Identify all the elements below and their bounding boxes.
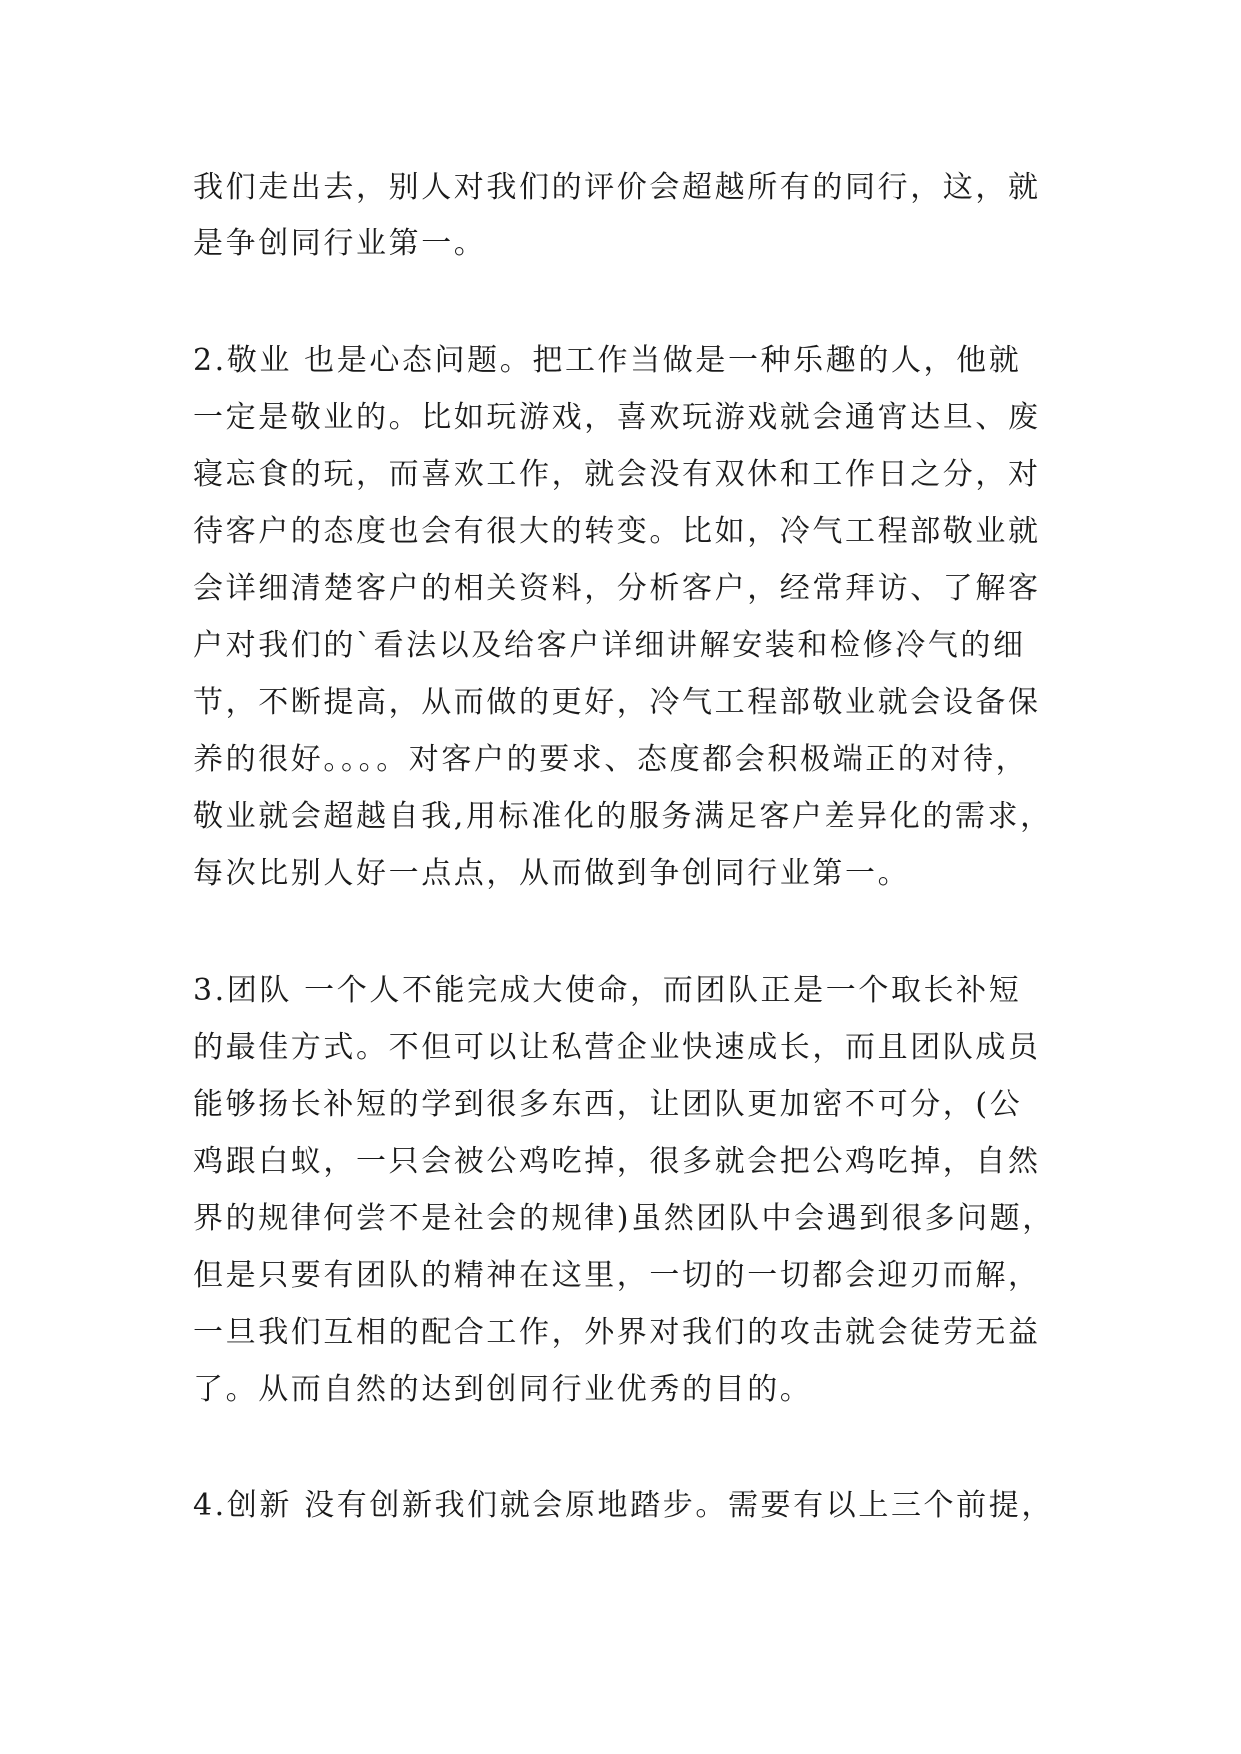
text-line: 会详细清楚客户的相关资料，分析客户，经常拜访、了解客 [193,571,1041,606]
text-line: 能够扬长补短的学到很多东西，让团队更加密不可分，(公 [193,1087,1023,1122]
text-line: 2.敬业 也是心态问题。把工作当做是一种乐趣的人，他就 [193,343,1022,378]
text-line: 寝忘食的玩，而喜欢工作，就会没有双休和工作日之分，对 [193,457,1041,492]
text-line: 养的很好。。。。对客户的要求、态度都会积极端正的对待， [193,742,1029,777]
text-line: 一旦我们互相的配合工作，外界对我们的攻击就会徒劳无益 [193,1315,1041,1350]
text-line: 待客户的态度也会有很大的转变。比如，冷气工程部敬业就 [193,514,1041,549]
text-line: 是争创同行业第一。 [193,226,487,261]
text-line: 鸡跟白蚁，一只会被公鸡吃掉，很多就会把公鸡吃掉，自然 [193,1144,1041,1179]
text-line: 但是只要有团队的精神在这里，一切的一切都会迎刃而解， [193,1258,1041,1293]
text-line: 敬业就会超越自我,用标准化的服务满足客户差异化的需求， [193,799,1053,834]
text-line: 节，不断提高，从而做的更好，冷气工程部敬业就会设备保 [193,685,1041,720]
text-line: 的最佳方式。不但可以让私营企业快速成长，而且团队成员 [193,1030,1041,1065]
text-line: 3.团队 一个人不能完成大使命，而团队正是一个取长补短 [193,973,1022,1008]
text-line: 每次比别人好一点点，从而做到争创同行业第一。 [193,856,911,891]
text-line: 户对我们的`看法以及给客户详细讲解安装和检修冷气的细 [193,628,1026,663]
text-line: 我们走出去，别人对我们的评价会超越所有的同行，这，就 [193,170,1041,205]
text-line: 4.创新 没有创新我们就会原地踏步。需要有以上三个前提， [193,1488,1054,1523]
text-line: 了。从而自然的达到创同行业优秀的目的。 [193,1372,813,1407]
text-line: 界的规律何尝不是社会的规律)虽然团队中会遇到很多问题， [193,1201,1055,1236]
text-line: 一定是敬业的。比如玩游戏，喜欢玩游戏就会通宵达旦、废 [193,400,1041,435]
